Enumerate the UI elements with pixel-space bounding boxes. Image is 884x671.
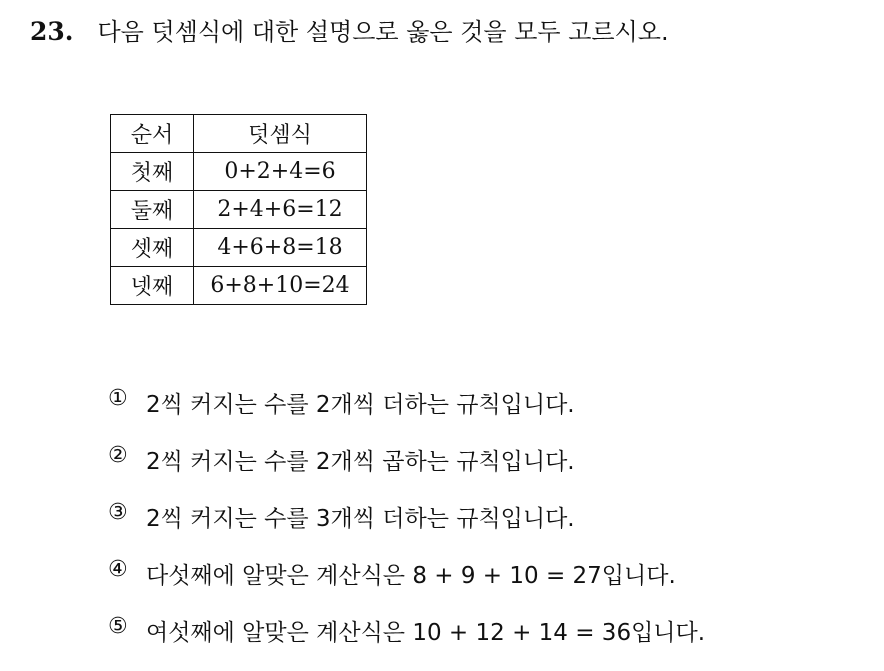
- choice-1[interactable]: [108, 386, 705, 443]
- row-order: 첫째: [111, 153, 194, 191]
- table-row: [111, 153, 367, 191]
- choice-marker: ①: [108, 386, 128, 411]
- choice-marker: ⑤: [108, 614, 128, 639]
- header-expression: 덧셈식: [194, 115, 367, 153]
- row-expression: 2+4+6=12: [194, 191, 367, 229]
- choice-text: 다섯째에 알맞은 계산식은 8 + 9 + 10 = 27입니다.: [146, 563, 676, 589]
- table-row: [111, 229, 367, 267]
- choice-text: 2씩 커지는 수를 2개씩 더하는 규칙입니다.: [146, 392, 575, 418]
- question-header: [30, 12, 669, 47]
- choice-text: 2씩 커지는 수를 2개씩 곱하는 규칙입니다.: [146, 449, 575, 475]
- choice-text: 2씩 커지는 수를 3개씩 더하는 규칙입니다.: [146, 506, 575, 532]
- header-order: 순서: [111, 115, 194, 153]
- choice-marker: ④: [108, 557, 128, 582]
- row-order: 셋째: [111, 229, 194, 267]
- choice-5[interactable]: [108, 614, 705, 671]
- table-header-row: [111, 115, 367, 153]
- table-row: [111, 191, 367, 229]
- row-expression: 6+8+10=24: [194, 267, 367, 305]
- choice-3[interactable]: [108, 500, 705, 557]
- question-number: 23.: [30, 17, 74, 46]
- row-order: 넷째: [111, 267, 194, 305]
- choice-marker: ③: [108, 500, 128, 525]
- choice-4[interactable]: [108, 557, 705, 614]
- row-expression: 4+6+8=18: [194, 229, 367, 267]
- row-order: 둘째: [111, 191, 194, 229]
- answer-choices: [108, 386, 705, 671]
- choice-text: 여섯째에 알맞은 계산식은 10 + 12 + 14 = 36입니다.: [146, 620, 706, 646]
- table-row: [111, 267, 367, 305]
- question-text: 다음 덧셈식에 대한 설명으로 옳은 것을 모두 고르시오.: [97, 18, 669, 46]
- row-expression: 0+2+4=6: [194, 153, 367, 191]
- choice-2[interactable]: [108, 443, 705, 500]
- sequence-table: [110, 114, 367, 305]
- choice-marker: ②: [108, 443, 128, 468]
